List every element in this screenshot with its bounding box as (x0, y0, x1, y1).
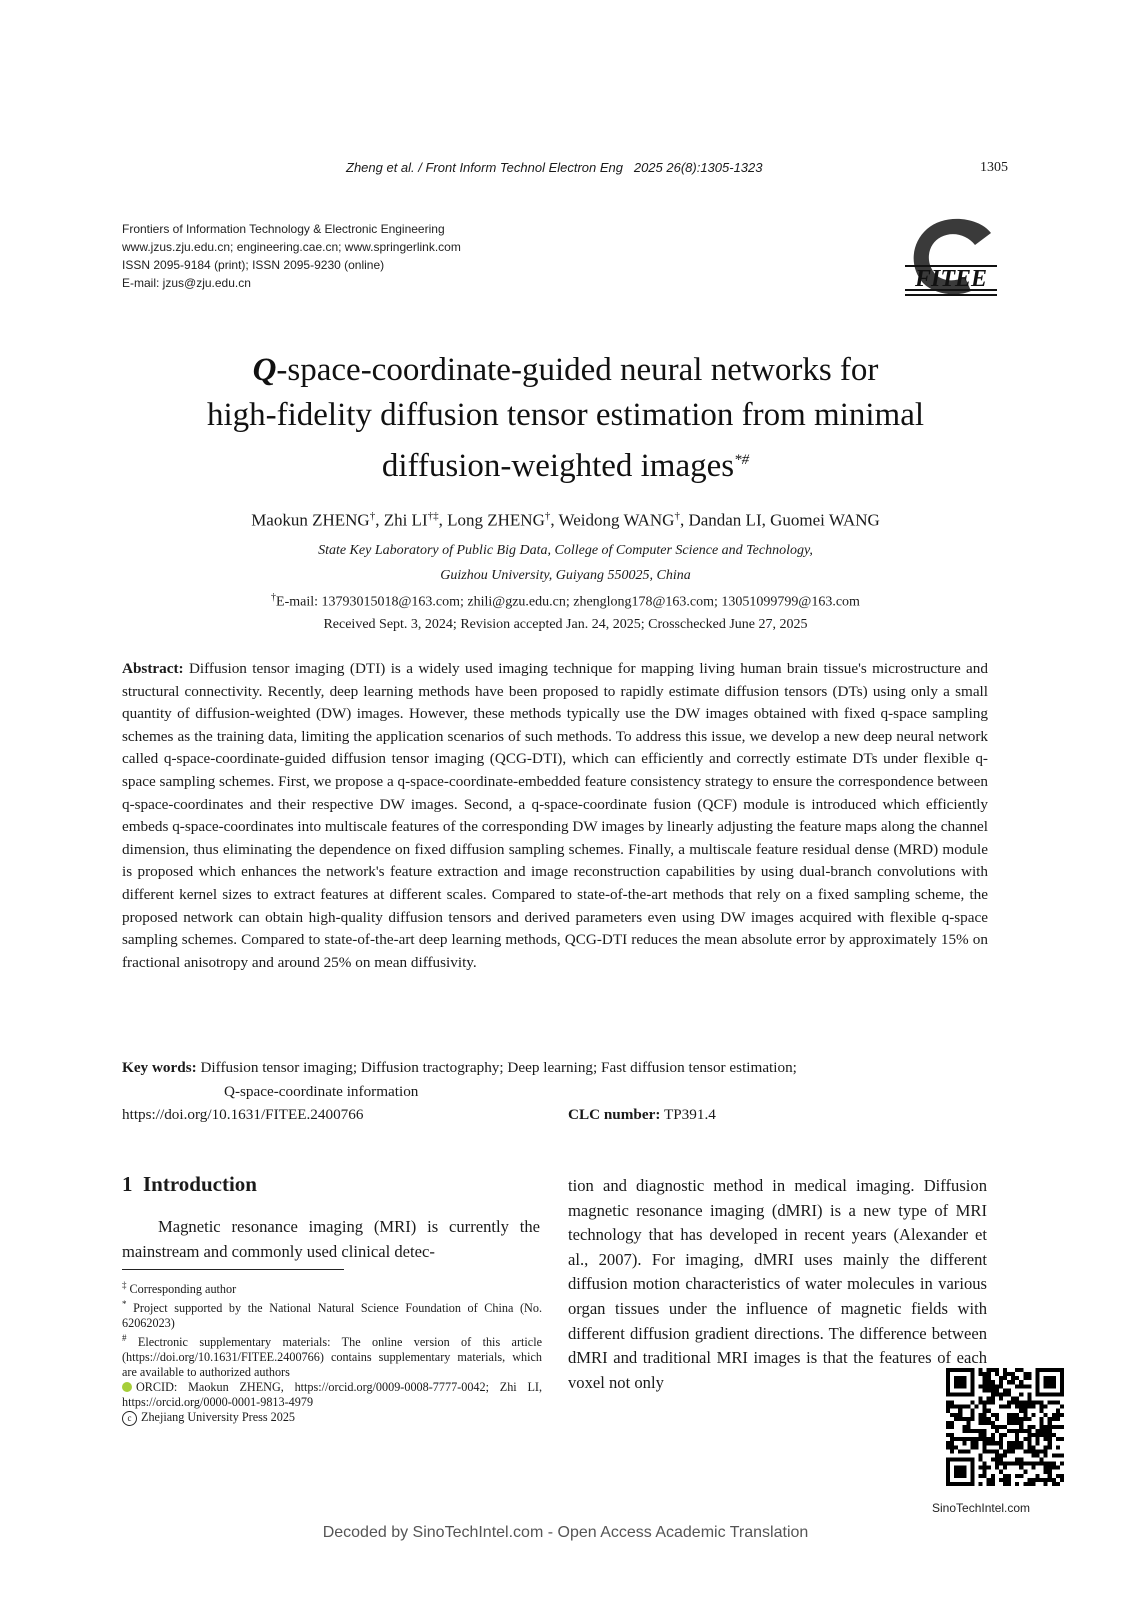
footnote-mark: * (122, 1299, 127, 1310)
running-header-citation: Zheng et al. / Front Inform Technol Electron Eng 2025 26(8):1305-1323 (346, 160, 763, 175)
author-mark: †‡ (427, 510, 439, 522)
copyright-icon: c (122, 1411, 137, 1426)
running-header (0, 160, 1131, 180)
qr-code-graphic (946, 1368, 1064, 1486)
footnote-funding (122, 1297, 542, 1331)
journal-info (122, 220, 461, 292)
title-line2: high-fidelity diffusion tensor estimation from minimal (206, 397, 925, 433)
fitee-logo-graphic (905, 215, 997, 301)
footnotes (122, 1278, 542, 1426)
author-mark: † (544, 510, 551, 522)
qr-code-icon[interactable] (946, 1368, 1064, 1486)
footnote-text: Electronic supplementary materials: The online version of this article (https://doi.org/10.1631/FITEE.2400766) contains supplementary materials, which are available to authorized authors (122, 1335, 543, 1380)
keywords-line2: Q-space-coordinate information (224, 1083, 419, 1100)
journal-email: E-mail: jzus@zju.edu.cn (122, 276, 251, 290)
footnote-text: Project supported by the National Natural Science Foundation of China (No. 62062023) (122, 1301, 543, 1331)
footnote-text: Corresponding author (129, 1282, 237, 1297)
intro-paragraph-left: Magnetic resonance imaging (MRI) is currently the mainstream and commonly used clinical detec- (122, 1217, 540, 1261)
keywords-line1: Diffusion tensor imaging; Diffusion tractography; Deep learning; Fast diffusion tensor estimation; (200, 1059, 797, 1076)
author-name: Dandan LI (688, 510, 762, 530)
affiliation-line2: Guizhou University, Guiyang 550025, China (440, 568, 691, 583)
qr-site-label[interactable]: SinoTechIntel.com (932, 1501, 1031, 1515)
intro-paragraph-right: tion and diagnostic method in medical imaging. Diffusion magnetic resonance imaging (dMRI) is a new type of MRI technology that has developed in recent years (Alexander et al., 2007). For imaging, dMRI uses mainly the different diffusion motion characteristics of water molecules in various organ tissues under the influence of magnetic fields with different diffusion gradient directions. The difference between dMRI and traditional MRI images is that the features of each voxel not only (568, 1176, 987, 1392)
author-mark: † (369, 510, 376, 522)
abstract (122, 658, 988, 974)
title-line3: diffusion-weighted images (381, 448, 735, 484)
footnote-orcid (122, 1380, 542, 1410)
author-list: Maokun ZHENG†, Zhi LI†‡, Long ZHENG†, Weidong WANG†, Dandan LI, Guomei WANG (251, 510, 880, 530)
emails-mark: † (271, 592, 277, 603)
abstract-text: Diffusion tensor imaging (DTI) is a widely used imaging technique for mapping living human brain tissue's microstructure and structural connectivity. Recently, deep learning methods have been proposed to rapidly estimate diffusion tensors (DTs) using only a small quantity of diffusion-weighted (DW) images. However, these methods typically use the DW images obtained with fixed q-space sampling schemes as the training data, limiting the application scenarios of such methods. To address this issue, we develop a new deep neural network called q-space-coordinate-guided diffusion tensor imaging (QCG-DTI), which can efficiently and correctly estimate DTs under flexible q-space sampling schemes. First, we propose a q-space-coordinate-embedded feature consistency strategy to ensure the correspondence between q-space-coordinates and their respective DW images. Second, a q-space-coordinate fusion (QCF) module is introduced which efficiently embeds q-space-coordinates into multiscale features of the corresponding DW images by linearly adjusting the feature maps along the channel dimension, thus eliminating the dependence on fixed diffusion sampling schemes. Finally, a multiscale feature residual dense (MRD) module is proposed which enhances the network's feature extraction and image reconstruction capabilities by using dual-branch convolutions with different kernel sizes to extract features at different scales. Compared to state-of-the-art methods that rely on a fixed sampling scheme, the proposed network can obtain high-quality diffusion tensors and derived parameters even using DW images acquired with flexible q-space sampling schemes. Compared to state-of-the-art deep learning methods, QCG-DTI reduces the mean absolute error by approximately 15% on fractional anisotropy and around 25% on mean diffusivity. (122, 660, 988, 971)
affiliation-line1: State Key Laboratory of Public Big Data, College of Computer Science and Technology, (318, 543, 813, 558)
title-q-letter: Q (252, 352, 277, 388)
title-line1: -space-coordinate-guided neural networks for (276, 352, 879, 388)
keywords (122, 1056, 988, 1104)
fitee-logo-text: FITEE (914, 266, 988, 292)
clc-value: TP391.4 (663, 1106, 716, 1123)
keywords-label: Key words: (122, 1059, 197, 1076)
footnote-text: ORCID: Maokun ZHENG, https://orcid.org/0009-0008-7777-0042; Zhi LI, https://orcid.org/0000-0001-9813-4979 (122, 1380, 542, 1410)
author-mark: † (674, 510, 680, 522)
section-heading (122, 1172, 257, 1197)
author-name: Long ZHENG (447, 510, 545, 530)
author-name: Guomei WANG (770, 510, 880, 530)
paper-title (120, 348, 1011, 489)
clc-number (568, 1106, 716, 1124)
journal-websites: www.jzus.zju.edu.cn; engineering.cae.cn; www.springerlink.com (122, 240, 461, 254)
author-name: Zhi LI (383, 510, 428, 530)
footnote-text: Zhejiang University Press 2025 (141, 1410, 296, 1425)
footnote-rule (122, 1269, 344, 1270)
doi-link[interactable]: https://doi.org/10.1631/FITEE.2400766 (122, 1106, 364, 1123)
orcid-icon (122, 1382, 132, 1392)
page-number: 1305 (980, 160, 1008, 175)
author-name: Maokun ZHENG (251, 510, 370, 530)
emails-text: E-mail: 13793015018@163.com; zhili@gzu.edu.cn; zhenglong178@163.com; 13051099799@163.com (276, 594, 860, 610)
fitee-logo (905, 215, 997, 301)
footnote-mark: ‡ (122, 1280, 127, 1290)
footnote-supplementary (122, 1331, 542, 1380)
section-number: 1 (122, 1172, 133, 1196)
clc-label: CLC number: (568, 1106, 661, 1123)
section-title: Introduction (143, 1172, 257, 1196)
author-name: Weidong WANG (558, 510, 675, 530)
translation-watermark: Decoded by SinoTechIntel.com - Open Access Academic Translation (322, 1524, 809, 1541)
journal-name: Frontiers of Information Technology & Electronic Engineering (122, 222, 445, 236)
author-emails (120, 592, 1011, 611)
journal-issn: ISSN 2095-9184 (print); ISSN 2095-9230 (online) (122, 258, 385, 272)
footnote-copyright (122, 1410, 542, 1426)
footnote-corresponding (122, 1278, 542, 1297)
title-marks: *# (734, 452, 750, 468)
footnote-mark: # (122, 1333, 127, 1344)
received-dates: Received Sept. 3, 2024; Revision accepted Jan. 24, 2025; Crosschecked June 27, 2025 (323, 617, 808, 632)
abstract-label: Abstract: (122, 660, 184, 677)
